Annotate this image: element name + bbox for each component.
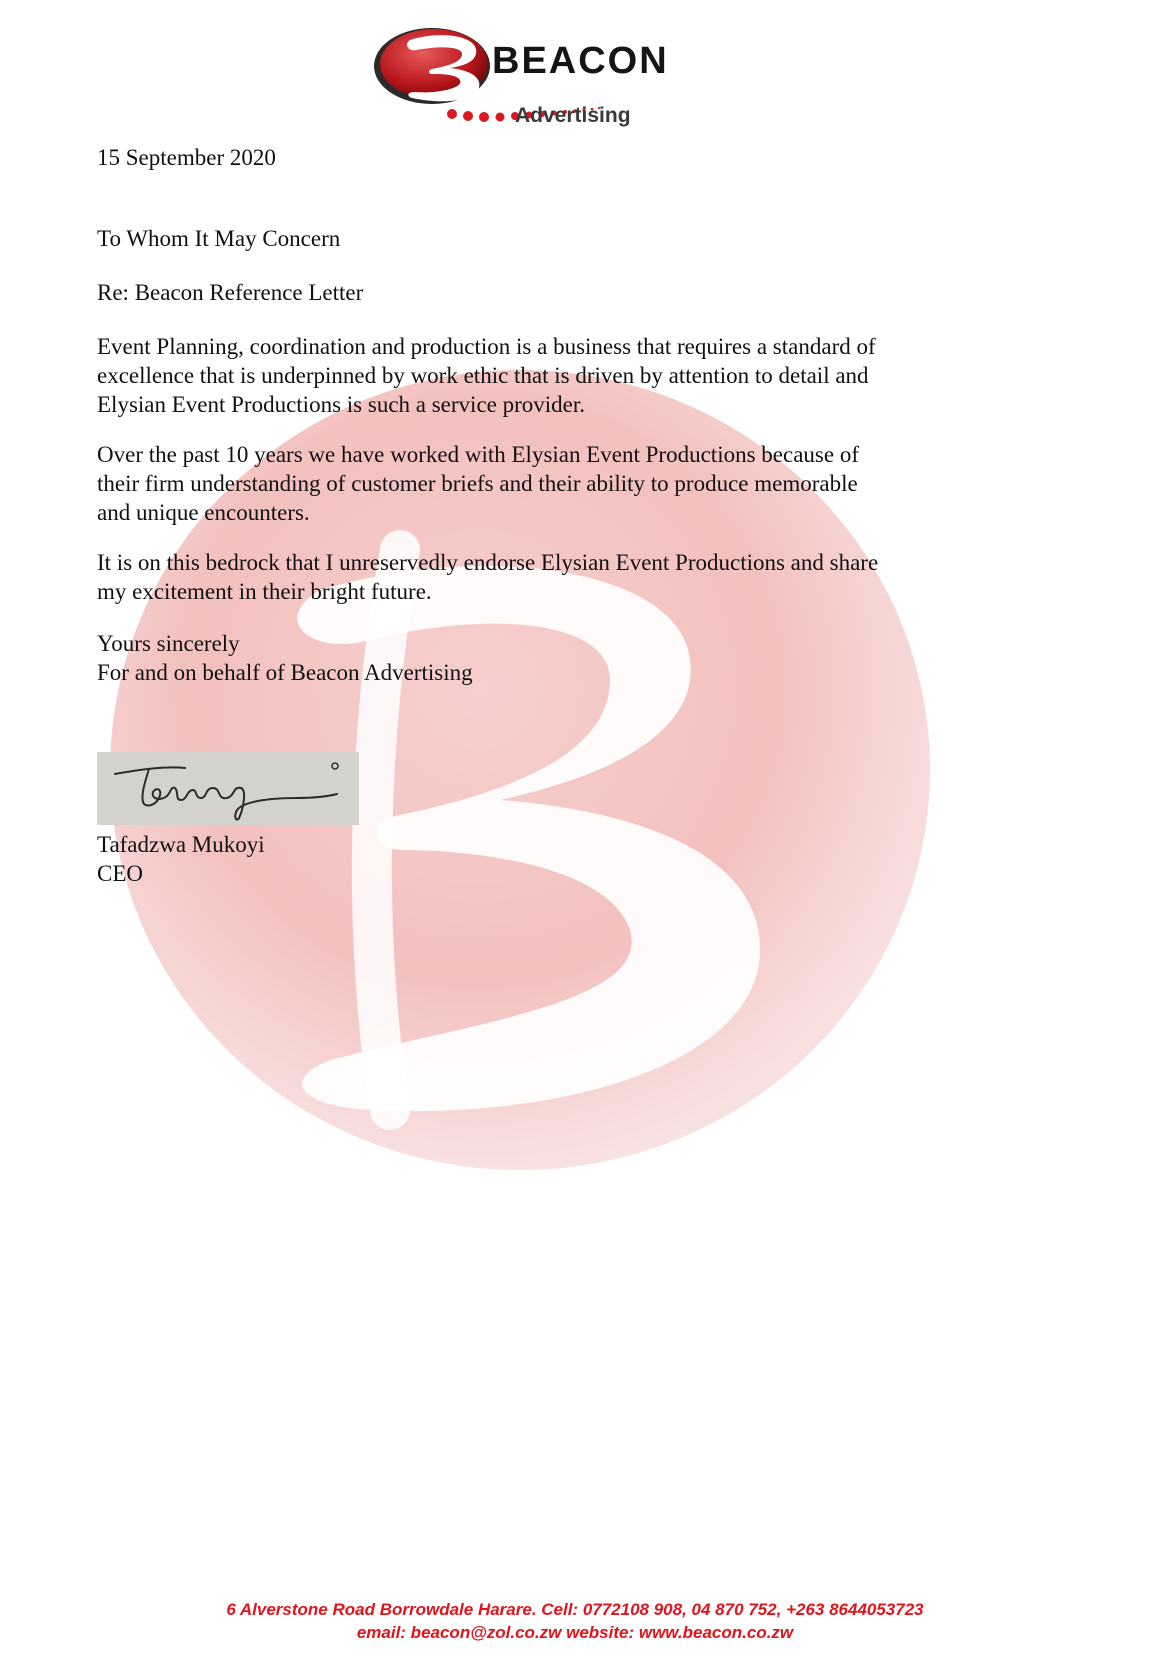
letter-date: 15 September 2020 [97, 145, 276, 170]
letter-salutation: To Whom It May Concern [97, 226, 341, 251]
paragraph-2-line: their firm understanding of customer briefs and their ability to produce memorable [97, 471, 858, 496]
signer-name: Tafadzwa Mukoyi [97, 832, 265, 857]
logo-wordmark: BEACON [492, 40, 669, 82]
beacon-logo [372, 22, 669, 134]
paragraph-3 [97, 548, 878, 606]
paragraph-1-line: Event Planning, coordination and production is a business that requires a standard of [97, 334, 876, 359]
paragraph-2 [97, 440, 859, 527]
closing-block [97, 629, 473, 687]
closing-line: Yours sincerely [97, 631, 240, 656]
footer-contact [0, 1600, 1150, 1642]
footer-address: 6 Alverstone Road Borrowdale Harare. Cell: 0772108 908, 04 870 752, +263 8644053723 [226, 1600, 924, 1619]
letter-subject: Re: Beacon Reference Letter [97, 280, 364, 305]
signer-title: CEO [97, 861, 143, 886]
paragraph-3-line: my excitement in their bright future. [97, 579, 432, 604]
paragraph-1-line: excellence that is underpinned by work ethic that is driven by attention to detail and [97, 363, 869, 388]
logo-subtitle: Advertising [515, 104, 631, 127]
signature-image [97, 752, 359, 825]
paragraph-1 [97, 332, 876, 419]
paragraph-2-line: and unique encounters. [97, 500, 310, 525]
footer-email-website: email: beacon@zol.co.zw website: www.beacon.co.zw [356, 1623, 794, 1642]
paragraph-3-line: It is on this bedrock that I unreservedly endorse Elysian Event Productions and share [97, 550, 879, 575]
paragraph-1-line: Elysian Event Productions is such a service provider. [97, 392, 586, 417]
paragraph-2-line: Over the past 10 years we have worked with Elysian Event Productions because of [97, 442, 859, 467]
on-behalf-line: For and on behalf of Beacon Advertising [97, 660, 473, 685]
signer-block [97, 830, 265, 888]
